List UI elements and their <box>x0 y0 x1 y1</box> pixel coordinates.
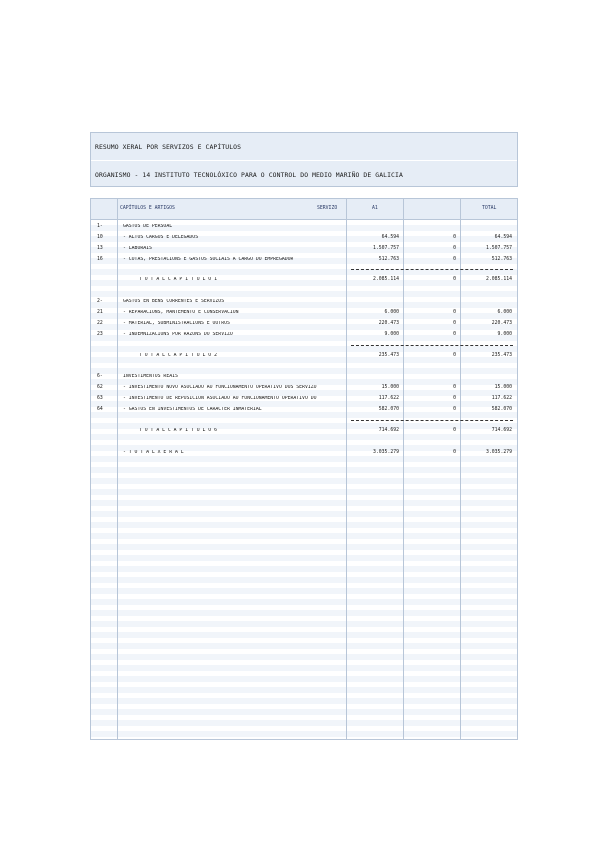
row-a1-value: 117.622 <box>378 396 399 401</box>
row-desc: INVESTIMENTOS REAIS <box>123 374 178 379</box>
row-total-value: 220.473 <box>491 321 512 326</box>
col-service-header: SERVIZO <box>317 206 338 211</box>
col-divider <box>460 199 461 739</box>
row-stripe <box>91 291 517 297</box>
row-stripe <box>91 687 517 693</box>
row-zero-value: 0 <box>453 396 456 401</box>
row-code: 16 <box>97 257 103 262</box>
row-zero-value: 0 <box>453 277 456 282</box>
row-stripe <box>91 621 517 627</box>
row-code: 23 <box>97 332 103 337</box>
row-stripe <box>91 577 517 583</box>
row-code: 2- <box>97 299 103 304</box>
col-a1-header: A1 <box>372 206 378 211</box>
row-desc: - GASTOS EN INVESTIMENTOS DE CARÁCTER INMATERIAL <box>123 407 262 412</box>
col-divider <box>403 199 404 739</box>
col-divider <box>346 199 347 739</box>
row-stripe <box>91 676 517 682</box>
row-total-value: 117.622 <box>491 396 512 401</box>
row-stripe <box>91 720 517 726</box>
subtotal-divider <box>351 269 513 270</box>
row-stripe <box>91 599 517 605</box>
row-stripe <box>91 434 517 440</box>
row-zero-value: 0 <box>453 235 456 240</box>
row-desc: GASTOS EN BENS CORRENTES E SERVIZOS <box>123 299 225 304</box>
col-total-header: TOTAL <box>482 206 497 211</box>
row-a1-value: 64.594 <box>381 235 399 240</box>
row-zero-value: 0 <box>453 385 456 390</box>
row-zero-value: 0 <box>453 310 456 315</box>
row-stripe <box>91 390 517 396</box>
row-total-value: 512.763 <box>491 257 512 262</box>
row-a1-value: 714.692 <box>378 428 399 433</box>
row-stripe <box>91 467 517 473</box>
row-code: 10 <box>97 235 103 240</box>
subtotal-divider <box>351 420 513 421</box>
row-a1-value: 6.000 <box>384 310 399 315</box>
subtotal-divider <box>351 345 513 346</box>
row-stripe <box>91 610 517 616</box>
row-total-value: 15.000 <box>494 385 512 390</box>
row-zero-value: 0 <box>453 246 456 251</box>
row-a1-value: 512.763 <box>378 257 399 262</box>
row-zero-value: 0 <box>453 428 456 433</box>
row-stripe <box>91 533 517 539</box>
row-total-value: 2.085.114 <box>486 277 512 282</box>
row-stripe <box>91 665 517 671</box>
row-stripe <box>91 588 517 594</box>
col-divider <box>117 199 118 739</box>
grand-total-label: - T O T A L X E R A L <box>123 450 184 455</box>
row-stripe <box>91 412 517 418</box>
row-a1-value: 235.473 <box>378 353 399 358</box>
row-desc: - REPARACIÓNS, MANTEMENTO E CONSERVACIÓN <box>123 310 239 315</box>
row-zero-value: 0 <box>453 332 456 337</box>
row-desc: - INDEMNIZACIÓNS POR RAZÓNS DO SERVIZO <box>123 332 233 337</box>
row-total-value: 64.594 <box>494 235 512 240</box>
table-header <box>91 199 517 220</box>
row-stripe <box>91 456 517 462</box>
row-desc: - MATERIAL, SUBMINISTRACIÓNS E OUTROS <box>123 321 230 326</box>
row-stripe <box>91 698 517 704</box>
row-stripe <box>91 511 517 517</box>
row-stripe <box>91 555 517 561</box>
row-stripe <box>91 346 517 352</box>
summary-table <box>90 198 518 740</box>
chapter-total-label: T O T A L C A P Í T U L O 2 <box>139 353 217 358</box>
report-title: RESUMO XERAL POR SERVIZOS E CAPÍTULOS <box>95 143 242 151</box>
row-a1-value: 220.473 <box>378 321 399 326</box>
row-stripe <box>91 500 517 506</box>
row-a1-value: 582.070 <box>378 407 399 412</box>
row-code: 64 <box>97 407 103 412</box>
row-stripe <box>91 544 517 550</box>
row-code: 63 <box>97 396 103 401</box>
row-total-value: 9.000 <box>497 332 512 337</box>
row-stripe <box>91 489 517 495</box>
row-total-value: 235.473 <box>491 353 512 358</box>
row-stripe <box>91 401 517 407</box>
organism-title: ORGANISMO - 14 INSTITUTO TECNOLÓXICO PARA O CONTROL DO MEDIO MARIÑO DE GALICIA <box>95 171 403 179</box>
row-desc: - LABORAIS <box>123 246 152 251</box>
row-desc: - COTAS, PRESTACIÓNS E GASTOS SOCIAIS A CARGO DO EMPREGADOR <box>123 257 294 262</box>
chapter-total-label: T O T A L C A P Í T U L O 6 <box>139 428 217 433</box>
row-code: 1- <box>97 224 103 229</box>
row-code: 21 <box>97 310 103 315</box>
col-chapters-header: CAPÍTULOS E ARTIGOS <box>120 206 175 211</box>
row-stripe <box>91 566 517 572</box>
row-code: 22 <box>97 321 103 326</box>
report-header <box>90 132 518 187</box>
row-zero-value: 0 <box>453 353 456 358</box>
row-total-value: 3.035.279 <box>486 450 512 455</box>
row-stripe <box>91 522 517 528</box>
header-divider <box>91 160 517 161</box>
row-a1-value: 9.000 <box>384 332 399 337</box>
row-stripe <box>91 478 517 484</box>
row-code: 6- <box>97 374 103 379</box>
row-stripe <box>91 379 517 385</box>
row-desc: GASTOS DE PERSOAL <box>123 224 173 229</box>
row-total-value: 1.507.757 <box>486 246 512 251</box>
row-stripe <box>91 643 517 649</box>
row-total-value: 582.070 <box>491 407 512 412</box>
row-desc: - INVESTIMENTO DE REPOSICIÓN ASOCIADO AO FUNCIONAMENTO OPERATIVO DO <box>123 396 317 401</box>
row-a1-value: 3.035.279 <box>373 450 399 455</box>
row-total-value: 714.692 <box>491 428 512 433</box>
row-stripe <box>91 632 517 638</box>
row-stripe <box>91 654 517 660</box>
row-a1-value: 15.000 <box>381 385 399 390</box>
row-zero-value: 0 <box>453 321 456 326</box>
row-stripe <box>91 731 517 737</box>
row-total-value: 6.000 <box>497 310 512 315</box>
row-stripe <box>91 709 517 715</box>
row-stripe <box>91 368 517 374</box>
row-desc: - INVESTIMENTO NOVO ASOCIADO AO FUNCIONAMENTO OPERATIVO DOS SERVIZO <box>123 385 317 390</box>
row-zero-value: 0 <box>453 257 456 262</box>
row-a1-value: 1.507.757 <box>373 246 399 251</box>
row-zero-value: 0 <box>453 450 456 455</box>
row-code: 62 <box>97 385 103 390</box>
row-code: 13 <box>97 246 103 251</box>
chapter-total-label: T O T A L C A P Í T U L O 1 <box>139 277 217 282</box>
row-zero-value: 0 <box>453 407 456 412</box>
row-desc: - ALTOS CARGOS E DELEGADOS <box>123 235 199 240</box>
row-a1-value: 2.085.114 <box>373 277 399 282</box>
